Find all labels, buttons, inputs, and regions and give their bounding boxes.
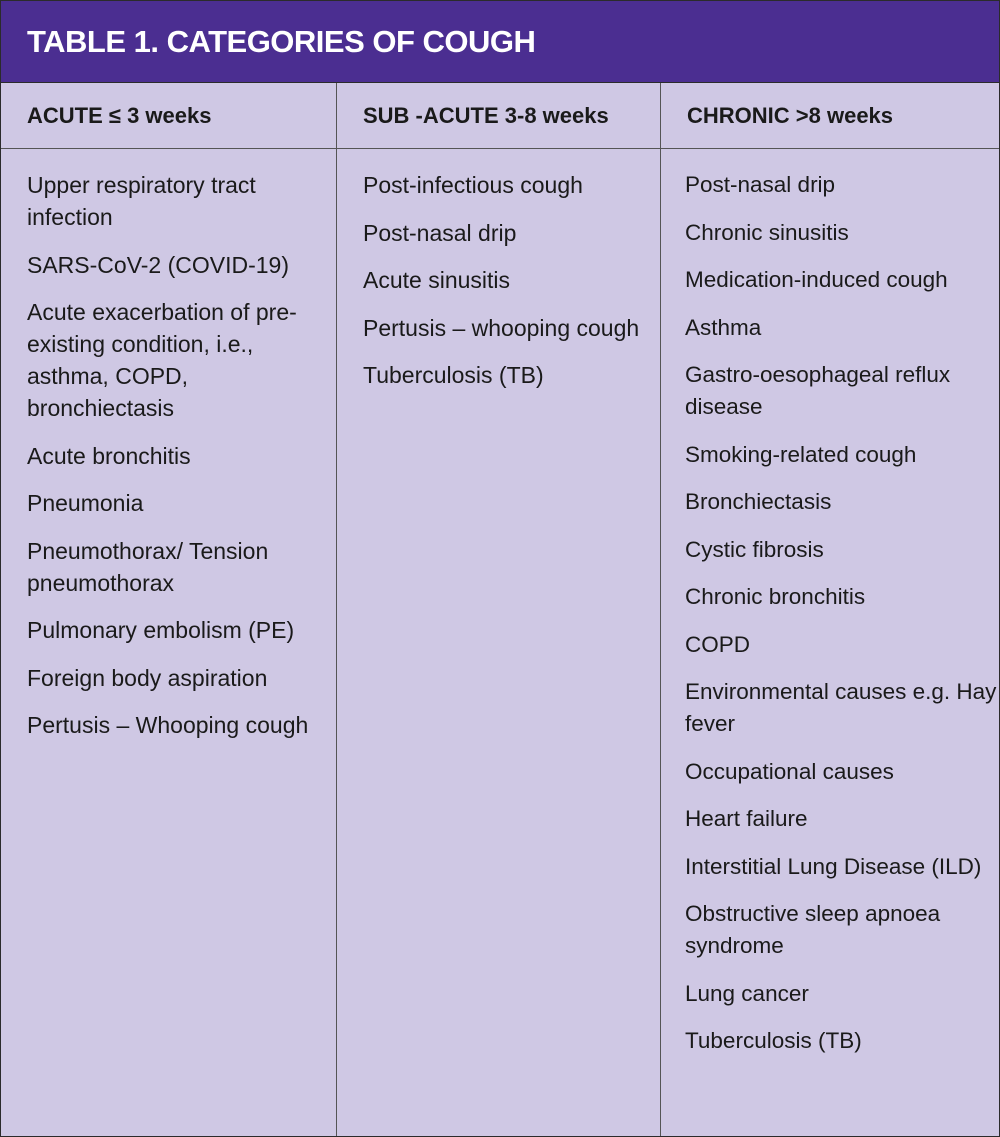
table-grid [1, 83, 999, 1136]
list-item: Chronic bronchitis [685, 584, 866, 609]
list-item: Pulmonary embolism (PE) [27, 617, 295, 643]
list-item: Asthma [685, 314, 762, 340]
list-item: Cystic fibrosis [685, 536, 824, 562]
list-item: Interstitial Lung Disease (ILD) [685, 853, 982, 879]
list-item: Tuberculosis (TB) [685, 1028, 862, 1053]
column-header-chronic: CHRONIC >8 weeks [661, 83, 999, 149]
list-item: Medication-induced cough [685, 267, 948, 292]
list-item: Smoking-related cough [685, 441, 917, 467]
list-item: Bronchiectasis [685, 489, 832, 514]
list-item: Acute bronchitis [27, 442, 191, 469]
list-item: Upper respiratory tract infection [27, 172, 256, 230]
list-item: Acute exacerbation of pre-existing condition, i.e., asthma, COPD, bronchiectasis [27, 299, 297, 421]
list-item: Pertusis – Whooping cough [27, 712, 309, 738]
column-chronic [661, 83, 999, 1136]
title-bar [1, 1, 999, 83]
list-item: SARS-CoV-2 (COVID-19) [27, 251, 290, 278]
list-item: Post-nasal drip [685, 172, 836, 197]
list-item: Foreign body aspiration [27, 664, 268, 691]
column-header-subacute: SUB -ACUTE 3-8 weeks [337, 83, 660, 149]
list-item: Tuberculosis (TB) [363, 362, 544, 388]
list-item: Chronic sinusitis [685, 219, 849, 245]
list-item: Lung cancer [685, 980, 809, 1006]
list-item: Pertusis – whooping cough [363, 314, 640, 341]
column-body-chronic [661, 149, 999, 1073]
column-acute [1, 83, 337, 1136]
column-header-acute: ACUTE ≤ 3 weeks [1, 83, 336, 149]
table-title: TABLE 1. CATEGORIES OF COUGH [27, 23, 536, 59]
list-item: Post-infectious cough [363, 172, 583, 198]
list-item: Environmental causes e.g. Hay fever [685, 679, 997, 736]
list-item: COPD [685, 631, 751, 657]
list-item: Occupational causes [685, 758, 894, 784]
list-item: Obstructive sleep apnoea syndrome [685, 901, 941, 958]
list-item: Post-nasal drip [363, 219, 517, 246]
column-body-acute [1, 149, 336, 757]
list-item: Acute sinusitis [363, 267, 511, 293]
column-body-subacute [337, 149, 660, 407]
list-item: Pneumonia [27, 490, 144, 516]
column-subacute [337, 83, 661, 1136]
list-item: Heart failure [685, 806, 808, 831]
list-item: Gastro-oesophageal reflux disease [685, 362, 951, 419]
list-item: Pneumothorax/ Tension pneumothorax [27, 537, 269, 596]
